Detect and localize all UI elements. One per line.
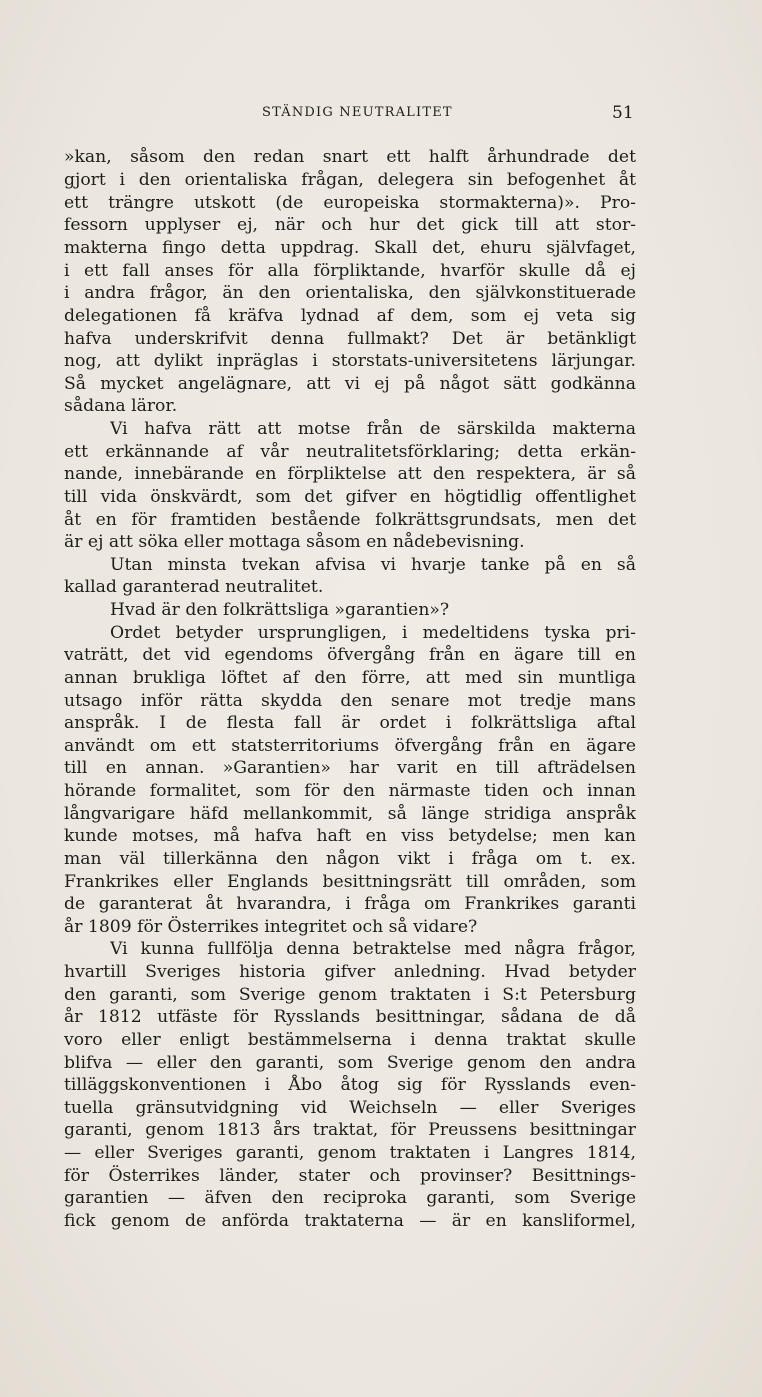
text-line: nog, att dylikt inpräglas i storstats-universitetens lärjungar. bbox=[64, 351, 636, 371]
text-line: till vida önskvärdt, som det gifver en högtidlig offentlighet bbox=[64, 487, 636, 507]
text-line: år 1809 för Österrikes integritet och så vidare? bbox=[64, 917, 478, 937]
text-line: tilläggskonventionen i Åbo åtog sig för Rysslands even- bbox=[64, 1075, 636, 1095]
running-header-title: STÄNDIG NEUTRALITET bbox=[262, 105, 453, 120]
text-line: kunde motses, må hafva haft en viss betydelse; men kan bbox=[64, 826, 636, 846]
text-line: blifva — eller den garanti, som Sverige genom den andra bbox=[64, 1053, 636, 1073]
text-line: Utan minsta tvekan afvisa vi hvarje tanke på en så bbox=[110, 555, 636, 575]
text-line: gjort i den orientaliska frågan, delegera sin befogenhet åt bbox=[64, 170, 636, 190]
text-line: »kan, såsom den redan snart ett halft århundrade det bbox=[64, 147, 636, 167]
text-line: Vi hafva rätt att motse från de särskilda makterna bbox=[110, 419, 636, 439]
text-line: den garanti, som Sverige genom traktaten i S:t Petersburg bbox=[64, 985, 636, 1005]
text-line: till en annan. »Garantien» har varit en till afträdelsen bbox=[64, 758, 636, 778]
text-line: voro eller enligt bestämmelserna i denna traktat skulle bbox=[64, 1030, 636, 1050]
text-line: garanti, genom 1813 års traktat, för Preussens besittningar bbox=[64, 1120, 636, 1140]
text-line: i andra frågor, än den orientaliska, den självkonstituerade bbox=[64, 283, 636, 303]
text-line: anspråk. I de flesta fall är ordet i folkrättsliga aftal bbox=[64, 713, 636, 733]
text-line: makterna fingo detta uppdrag. Skall det, ehuru självfaget, bbox=[64, 238, 636, 258]
text-line: utsago inför rätta skydda den senare mot tredje mans bbox=[64, 691, 636, 711]
text-line: ett trängre utskott (de europeiska stormakterna)». Pro- bbox=[64, 193, 636, 213]
text-line: Så mycket angelägnare, att vi ej på något sätt godkänna bbox=[64, 374, 636, 394]
text-line: fick genom de anförda traktaterna — är en kansliformel, bbox=[64, 1211, 636, 1231]
text-line: i ett fall anses för alla förpliktande, hvarför skulle då ej bbox=[64, 261, 636, 281]
text-line: garantien — äfven den reciproka garanti, som Sverige bbox=[64, 1188, 636, 1208]
text-line: de garanterat åt hvarandra, i fråga om Frankrikes garanti bbox=[64, 894, 636, 914]
page-number: 51 bbox=[612, 103, 634, 123]
text-line: Ordet betyder ursprungligen, i medeltidens tyska pri- bbox=[110, 623, 636, 643]
text-line: nande, innebärande en förpliktelse att den respektera, är så bbox=[64, 464, 636, 484]
text-line: annan brukliga löftet af den förre, att med sin muntliga bbox=[64, 668, 636, 688]
text-line: man väl tillerkänna den någon vikt i fråga om t. ex. bbox=[64, 849, 636, 869]
text-line: Hvad är den folkrättsliga »garantien»? bbox=[110, 600, 450, 620]
text-line: Vi kunna fullfölja denna betraktelse med några frågor, bbox=[110, 939, 636, 959]
text-line: hörande formalitet, som för den närmaste tiden och innan bbox=[64, 781, 636, 801]
text-line: — eller Sveriges garanti, genom traktaten i Langres 1814, bbox=[64, 1143, 636, 1163]
text-line: fessorn upplyser ej, när och hur det gick till att stor- bbox=[64, 215, 636, 235]
text-line: hafva underskrifvit denna fullmakt? Det är betänkligt bbox=[64, 329, 636, 349]
text-line: hvartill Sveriges historia gifver anledning. Hvad betyder bbox=[64, 962, 636, 982]
text-line: Frankrikes eller Englands besittningsrätt till områden, som bbox=[64, 872, 636, 892]
text-line: för Österrikes länder, stater och provinser? Besittnings- bbox=[64, 1166, 636, 1186]
text-line: vaträtt, det vid egendoms öfvergång från en ägare till en bbox=[64, 645, 636, 665]
text-line: långvarigare häfd mellankommit, så länge stridiga anspråk bbox=[64, 804, 636, 824]
text-line: åt en för framtiden bestående folkrättsgrundsats, men det bbox=[64, 510, 636, 530]
text-line: delegationen få kräfva lydnad af dem, som ej veta sig bbox=[64, 306, 636, 326]
text-line: sådana läror. bbox=[64, 396, 178, 416]
text-line: ett erkännande af vår neutralitetsförklaring; detta erkän- bbox=[64, 442, 636, 462]
text-line: tuella gränsutvidgning vid Weichseln — eller Sveriges bbox=[64, 1098, 636, 1118]
text-line: kallad garanterad neutralitet. bbox=[64, 577, 324, 597]
text-line: är ej att söka eller mottaga såsom en nådebevisning. bbox=[64, 532, 525, 552]
text-line: år 1812 utfäste för Rysslands besittningar, sådana de då bbox=[64, 1007, 636, 1027]
text-line: användt om ett statsterritoriums öfvergång från en ägare bbox=[64, 736, 636, 756]
